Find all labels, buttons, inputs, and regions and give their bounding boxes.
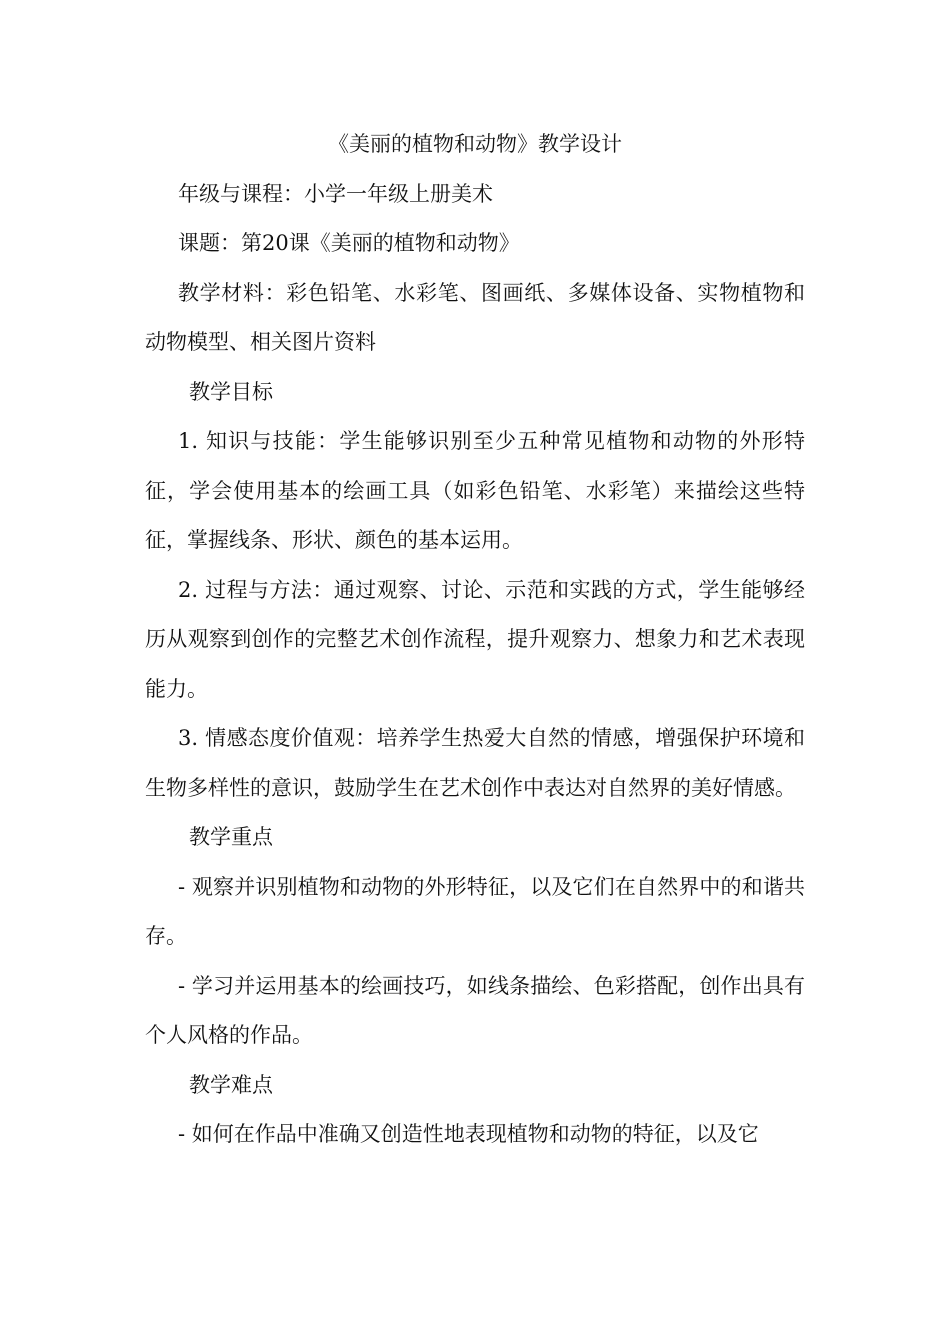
- objective-item: 3. 情感态度价值观：培养学生热爱大自然的情感，增强保护环境和生物多样性的意识，鼓励学生在艺术创作中表达对自然界的美好情感。: [145, 726, 805, 800]
- topic-line: 课题：第20课《美丽的植物和动物》: [178, 231, 520, 255]
- difficulty-item: - 如何在作品中准确又创造性地表现植物和动物的特征，以及它: [178, 1122, 759, 1146]
- objective-item: 2. 过程与方法：通过观察、讨论、示范和实践的方式，学生能够经历从观察到创作的完整艺术创作流程，提升观察力、想象力和艺术表现能力。: [145, 577, 805, 701]
- document-title: 《美丽的植物和动物》教学设计: [328, 132, 622, 156]
- key-points-heading: 教学重点: [189, 825, 273, 849]
- materials-paragraph: 教学材料：彩色铅笔、水彩笔、图画纸、多媒体设备、实物植物和动物模型、相关图片资料: [145, 280, 805, 354]
- key-point-item: - 学习并运用基本的绘画技巧，如线条描绘、色彩搭配，创作出具有个人风格的作品。: [145, 973, 805, 1047]
- objective-item: 1. 知识与技能：学生能够识别至少五种常见植物和动物的外形特征，学会使用基本的绘画工具（如彩色铅笔、水彩笔）来描绘这些特征，掌握线条、形状、颜色的基本运用。: [145, 429, 805, 552]
- objectives-heading: 教学目标: [189, 379, 273, 404]
- document-body: [145, 120, 805, 1160]
- key-point-item: - 观察并识别植物和动物的外形特征，以及它们在自然界中的和谐共存。: [145, 874, 805, 948]
- difficulties-heading: 教学难点: [189, 1072, 273, 1097]
- grade-course-line: 年级与课程：小学一年级上册美术: [178, 181, 493, 206]
